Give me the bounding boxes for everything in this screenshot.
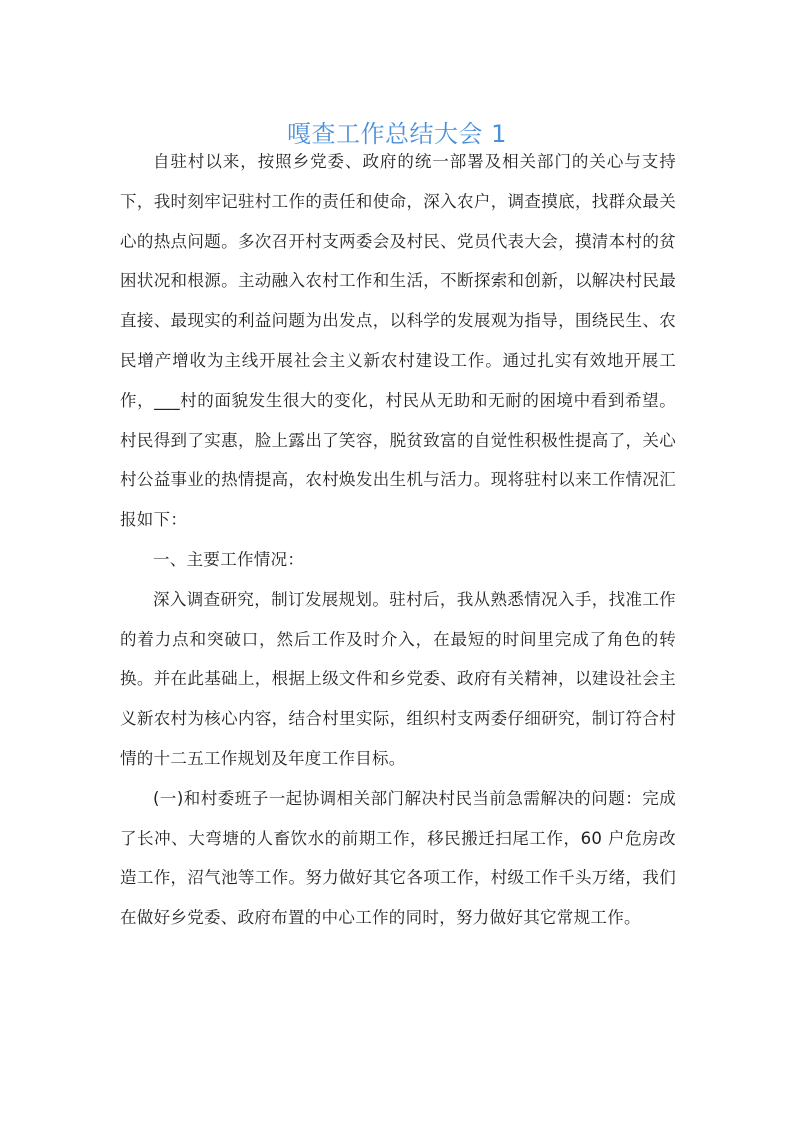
document-body bbox=[120, 142, 676, 938]
section-heading-main-work: 一、主要工作情况： bbox=[153, 549, 305, 569]
paragraph-coordination: (一)和村委班子一起协调相关部门解决村民当前急需解决的问题：完成了长冲、大弯塘的人畜饮水的前期工作，移民搬迁扫尾工作，60 户危房改造工作，沼气池等工作。努力做好其它各项工作，村级工作千头万绪，我们在做好乡党委、政府布置的中心工作的同时，努力做好其它常规工作。 bbox=[120, 788, 676, 928]
paragraph-intro: 自驻村以来，按照乡党委、政府的统一部署及相关部门的关心与支持下，我时刻牢记驻村工作的责任和使命，深入农户，调查摸底，找群众最关心的热点问题。多次召开村支两委会及村民、党员代表大会，摸清本村的贫困状况和根源。主动融入农村工作和生活，不断探索和创新，以解决村民最直接、最现实的利益问题为出发点，以科学的发展观为指导，围绕民生、农民增产增收为主线开展社会主义新农村建设工作。通过扎实有效地开展工作，___村的面貌发生很大的变化，村民从无助和无耐的困境中看到希望。村民得到了实惠，脸上露出了笑容，脱贫致富的自觉性积极性提高了，关心村公益事业的热情提高，农村焕发出生机与活力。现将驻村以来工作情况汇报如下： bbox=[120, 152, 676, 530]
document-title: 嘎查工作总结大会 1 bbox=[287, 120, 507, 149]
paragraph-research-planning: 深入调查研究，制订发展规划。驻村后，我从熟悉情况入手，找准工作的着力点和突破口，然后工作及时介入，在最短的时间里完成了角色的转换。并在此基础上，根据上级文件和乡党委、政府有关精神，以建设社会主义新农村为核心内容，结合村里实际，组织村支两委仔细研究，制订符合村情的十二五工作规划及年度工作目标。 bbox=[120, 589, 676, 768]
